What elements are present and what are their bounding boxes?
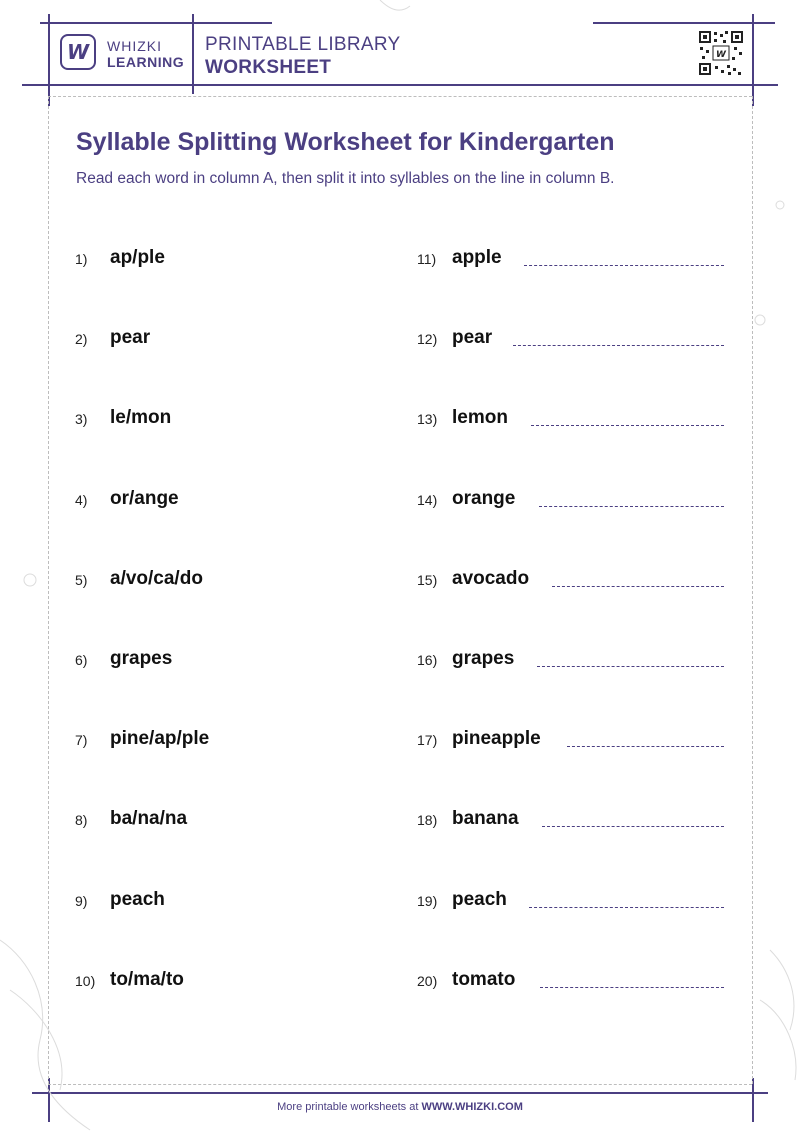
footer-prefix: More printable worksheets at (277, 1101, 422, 1113)
item-number: 11) (417, 251, 437, 267)
table-row (0, 325, 800, 355)
practice-word: lemon (452, 407, 508, 429)
practice-word: avocado (452, 567, 530, 589)
syllable-word: pine/ap/ple (110, 728, 210, 750)
answer-line[interactable] (513, 345, 724, 346)
item-number: 1) (75, 251, 88, 267)
syllable-word: peach (110, 888, 165, 910)
practice-word: banana (452, 808, 519, 830)
answer-line[interactable] (529, 907, 724, 908)
item-number: 4) (75, 491, 88, 508)
whizki-logo (60, 34, 96, 70)
answer-line[interactable] (552, 586, 724, 587)
table-row (0, 405, 800, 435)
syllable-word: a/vo/ca/do (110, 567, 203, 589)
table-row (0, 806, 800, 836)
answer-line[interactable] (537, 666, 724, 667)
practice-word: apple (452, 247, 502, 268)
answer-line[interactable] (531, 425, 724, 426)
syllable-word: to/ma/to (110, 968, 184, 990)
practice-word: tomato (452, 968, 516, 990)
item-number: 8) (75, 812, 88, 829)
answer-line[interactable] (542, 826, 724, 827)
answer-line[interactable] (524, 265, 724, 266)
item-number: 7) (75, 732, 88, 749)
table-row (0, 646, 800, 676)
item-number: 9) (75, 892, 88, 909)
answer-line[interactable] (539, 506, 724, 507)
item-number: 3) (75, 411, 88, 428)
item-number: 19) (417, 892, 438, 909)
item-number: 14) (417, 491, 438, 508)
table-row (0, 726, 800, 756)
logo-letter: W (66, 40, 90, 64)
syllable-word: pear (110, 327, 151, 349)
syllable-word: le/mon (110, 407, 172, 429)
practice-word: grapes (452, 648, 515, 669)
item-number: 15) (417, 571, 438, 588)
instructions: Read each word in column A, then split it into syllables on the line in column B. (76, 170, 615, 187)
syllable-word: ap/ple (110, 247, 165, 268)
footer-link[interactable]: WWW.WHIZKI.COM (421, 1101, 523, 1113)
table-row (0, 887, 800, 917)
practice-word: peach (452, 888, 507, 910)
item-number: 10) (75, 972, 96, 989)
syllable-word: grapes (110, 648, 173, 669)
item-number: 13) (417, 411, 438, 428)
table-row (0, 245, 800, 275)
practice-word: pear (452, 327, 493, 349)
brand-name-top: WHIZKI (107, 38, 162, 54)
item-number: 17) (417, 732, 438, 749)
brand-name-bottom: LEARNING (107, 54, 185, 70)
item-number: 12) (417, 331, 438, 348)
item-number: 6) (75, 652, 88, 668)
item-number: 16) (417, 652, 438, 668)
table-row (0, 486, 800, 516)
practice-word: orange (452, 487, 516, 509)
library-label: PRINTABLE LIBRARY (205, 34, 401, 55)
item-number: 5) (75, 571, 88, 588)
practice-word: pineapple (452, 728, 541, 750)
svg-text:W: W (716, 50, 726, 60)
footer-text (0, 1101, 800, 1113)
answer-line[interactable] (567, 746, 724, 747)
table-row (0, 967, 800, 997)
page-title: Syllable Splitting Worksheet for Kindergarten (76, 128, 615, 156)
worksheet-label: WORKSHEET (205, 57, 332, 78)
item-number: 18) (417, 812, 438, 829)
item-number: 20) (417, 972, 438, 989)
item-number: 2) (75, 331, 88, 348)
table-row (0, 566, 800, 596)
qr-code-icon[interactable] (698, 30, 744, 76)
syllable-word: ba/na/na (110, 808, 188, 830)
answer-line[interactable] (540, 987, 724, 988)
syllable-word: or/ange (110, 487, 179, 509)
